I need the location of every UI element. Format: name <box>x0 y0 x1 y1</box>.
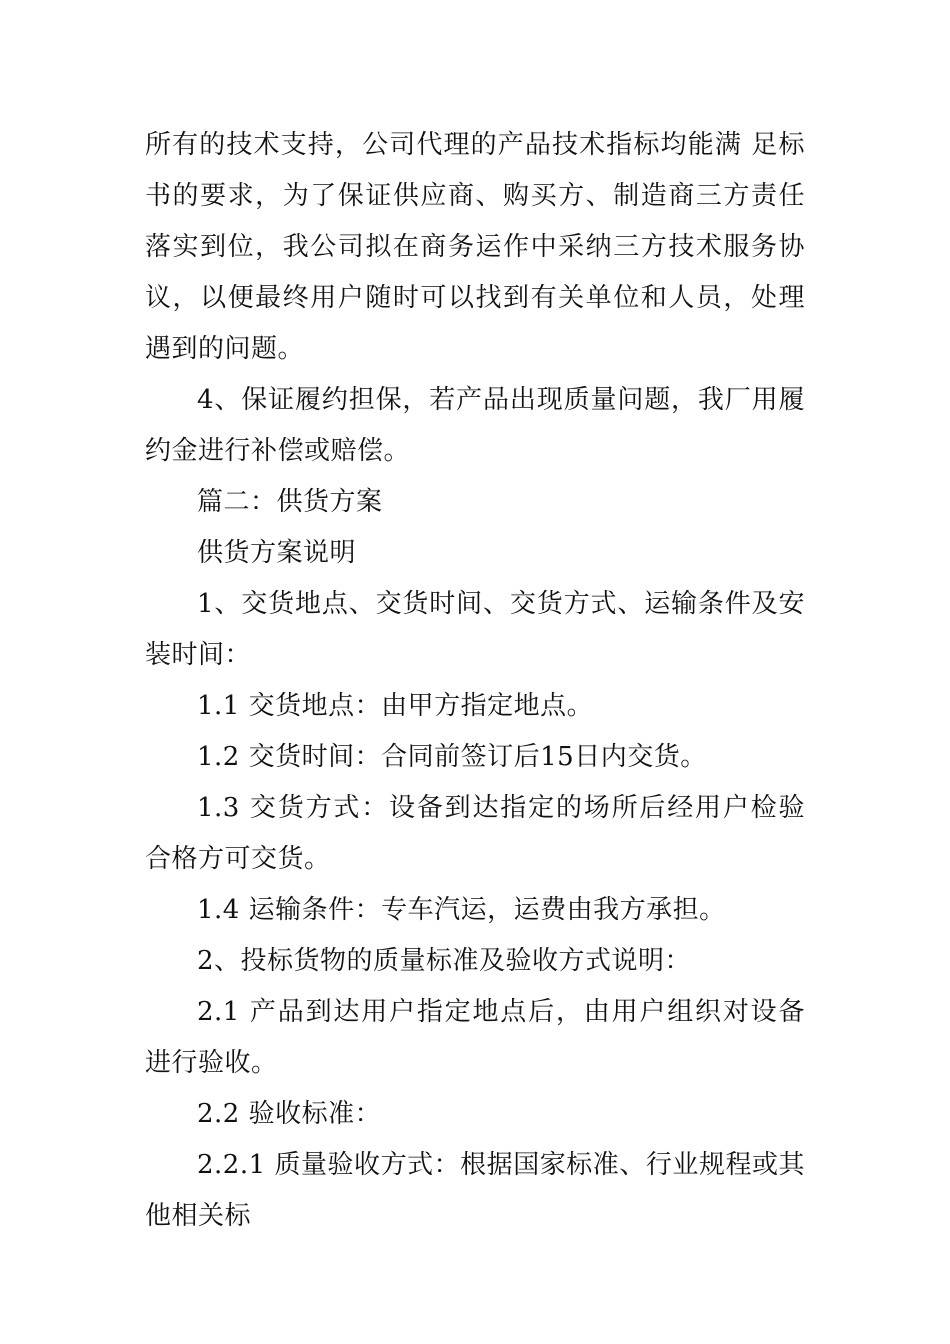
document-body <box>145 120 805 1242</box>
subheading-supply-plan-description: 供货方案说明 <box>197 538 357 568</box>
item-delivery-time: 1.2 交货时间：合同前签订后15日内交货。 <box>197 742 707 772</box>
item-acceptance-procedure: 2.1 产品到达用户指定地点后，由用户组织对设备进行验收。 <box>145 997 805 1078</box>
section-heading-supply-plan: 篇二：供货方案 <box>197 487 383 517</box>
item-delivery-location: 1.1 交货地点：由甲方指定地点。 <box>197 691 594 721</box>
item-transport-conditions: 1.4 运输条件：专车汽运，运费由我方承担。 <box>197 895 726 925</box>
paragraph-delivery-terms: 1、交货地点、交货时间、交货方式、运输条件及安装时间： <box>145 589 805 670</box>
item-acceptance-standard: 2.2 验收标准： <box>197 1099 382 1129</box>
paragraph-performance-guarantee: 4、保证履约担保，若产品出现质量问题，我厂用履约金进行补偿或赔偿。 <box>145 385 805 466</box>
item-delivery-method: 1.3 交货方式：设备到达指定的场所后经用户检验合格方可交货。 <box>145 793 805 874</box>
item-quality-acceptance-method: 2.2.1 质量验收方式：根据国家标准、行业规程或其他相关标 <box>145 1150 805 1231</box>
paragraph-quality-standards: 2、投标货物的质量标准及验收方式说明： <box>197 946 692 976</box>
paragraph-technical-support: 所有的技术支持，公司代理的产品技术指标均能满 足标书的要求，为了保证供应商、购买方、制造商三方责任落实到位，我公司拟在商务运作中采纳三方技术服务协议，以便最终用户随时可以找到有关单位和人员，处理遇到的问题。 <box>145 130 805 364</box>
